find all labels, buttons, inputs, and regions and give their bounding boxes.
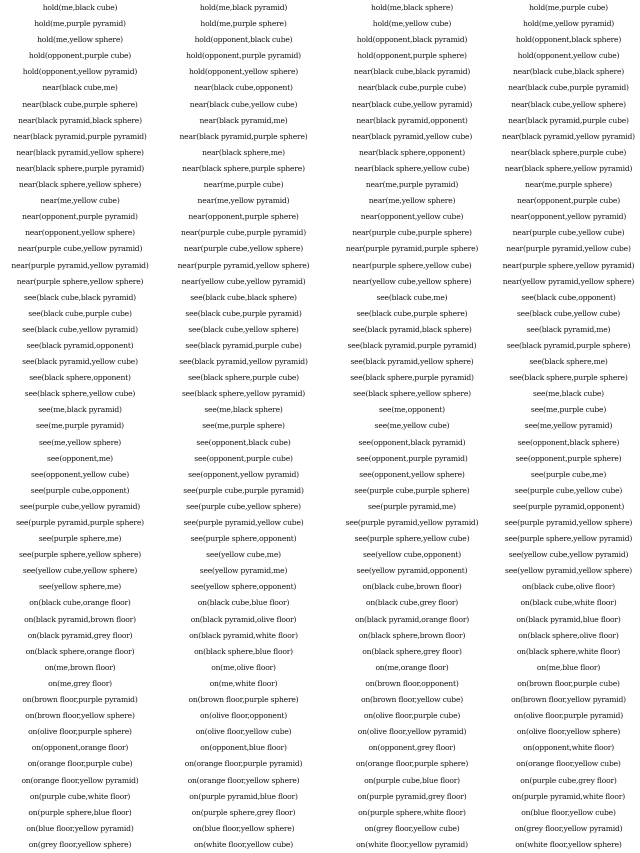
predicate-cell: see(black pyramid,black sphere) (352, 324, 472, 334)
predicate-cell: near(black cube,purple pyramid) (508, 83, 629, 93)
predicate-cell: see(black pyramid,yellow cube) (22, 357, 138, 367)
predicate-cell: on(me,orange floor) (375, 662, 449, 672)
predicate-cell: near(me,purple pyramid) (365, 180, 459, 190)
predicate-cell: near(yellow pyramid,yellow sphere) (502, 276, 635, 286)
predicate-cell: near(black cube,yellow pyramid) (351, 99, 473, 109)
predicate-cell: see(black cube,opponent) (521, 292, 616, 302)
predicate-cell: on(black cube,olive floor) (522, 582, 615, 592)
predicate-cell: on(black sphere,blue floor) (194, 646, 293, 656)
predicate-cell: see(purple pyramid,me) (368, 501, 456, 511)
predicate-cell: on(black cube,grey floor) (365, 598, 459, 608)
predicate-cell: on(opponent,white floor) (523, 743, 614, 753)
predicate-cell: hold(me,yellow pyramid) (522, 19, 615, 29)
predicate-cell: near(purple sphere,yellow pyramid) (502, 260, 635, 270)
predicate-cell: on(orange floor,purple sphere) (355, 759, 469, 769)
predicate-cell: on(black sphere,olive floor) (518, 630, 619, 640)
predicate-cell: near(me,purple sphere) (524, 180, 613, 190)
predicate-cell: near(yellow cube,yellow pyramid) (181, 276, 306, 286)
predicate-cell: near(black cube,black sphere) (512, 67, 625, 77)
predicate-cell: near(black sphere,purple pyramid) (15, 163, 144, 173)
predicate-cell: on(black pyramid,blue floor) (516, 614, 621, 624)
predicate-cell: near(black cube,opponent) (194, 83, 293, 93)
predicate-cell: on(purple pyramid,grey floor) (357, 791, 467, 801)
predicate-cell: on(white floor,yellow sphere) (515, 839, 622, 849)
predicate-cell: see(yellow cube,yellow pyramid) (508, 550, 629, 560)
predicate-cell: see(purple pyramid,yellow cube) (183, 518, 304, 527)
predicate-cell: near(black pyramid,yellow cube) (351, 131, 473, 141)
predicate-cell: hold(opponent,purple sphere) (357, 51, 467, 61)
predicate-cell: hold(opponent,purple pyramid) (186, 51, 301, 61)
predicate-cell: on(black pyramid,orange floor) (354, 614, 470, 624)
predicate-cell: see(black cube,purple cube) (28, 308, 132, 318)
predicate-cell: on(brown floor,yellow cube) (360, 695, 464, 705)
predicate-cell: on(orange floor,purple cube) (27, 759, 133, 769)
predicate-cell: see(yellow pyramid,me) (199, 566, 288, 576)
predicate-cell: on(blue floor,yellow sphere) (192, 823, 295, 833)
predicate-cell: on(me,white floor) (209, 678, 278, 688)
predicate-cell: on(purple pyramid,white floor) (512, 791, 625, 801)
predicate-cell: on(white floor,yellow pyramid) (356, 839, 468, 849)
predicate-cell: on(purple pyramid,blue floor) (189, 791, 298, 801)
predicate-cell: on(black sphere,grey floor) (362, 646, 462, 656)
predicate-cell: hold(me,black pyramid) (199, 3, 288, 12)
predicate-cell: on(white floor,yellow cube) (194, 839, 293, 849)
predicate-cell: near(black cube,purple cube) (358, 83, 466, 93)
predicate-cell: on(olive floor,purple pyramid) (514, 711, 623, 721)
predicate-cell: near(opponent,yellow cube) (360, 212, 464, 222)
predicate-cell: on(olive floor,purple sphere) (28, 727, 132, 737)
predicate-cell: hold(opponent,black sphere) (515, 35, 622, 45)
predicate-cell: on(me,blue floor) (536, 662, 601, 672)
predicate-cell: on(opponent,grey floor) (368, 743, 456, 753)
predicate-cell: see(opponent,yellow pyramid) (188, 469, 299, 479)
predicate-cell: on(purple cube,white floor) (29, 791, 131, 801)
predicate-cell: see(black pyramid,opponent) (26, 340, 134, 350)
predicate-cell: see(black cube,me) (376, 292, 448, 302)
predicate-cell: near(black cube,yellow sphere) (511, 99, 626, 109)
predicate-cell: on(black pyramid,grey floor) (27, 630, 133, 640)
predicate-cell: see(black pyramid,yellow sphere) (350, 357, 474, 367)
predicate-cell: on(purple cube,grey floor) (520, 775, 617, 785)
predicate-cell: near(purple cube,yellow sphere) (183, 244, 304, 254)
predicate-cell: near(opponent,yellow sphere) (25, 228, 135, 238)
predicate-cell: on(orange floor,yellow pyramid) (21, 775, 139, 785)
predicate-cell: on(grey floor,yellow cube) (364, 823, 460, 833)
predicate-cell: on(blue floor,yellow pyramid) (26, 823, 134, 833)
predicate-cell: on(brown floor,purple pyramid) (22, 695, 138, 705)
predicate-cell: near(black pyramid,black sphere) (18, 115, 142, 125)
predicate-cell: on(purple cube,blue floor) (364, 775, 460, 785)
predicate-cell: see(black sphere,purple cube) (188, 373, 299, 383)
predicate-cell: on(olive floor,purple cube) (363, 711, 461, 721)
predicate-cell: near(black pyramid,opponent) (356, 115, 468, 125)
predicate-cell: on(orange floor,yellow cube) (516, 759, 621, 769)
predicate-cell: near(purple pyramid,yellow sphere) (177, 260, 310, 270)
predicate-cell: on(black pyramid,olive floor) (190, 614, 297, 624)
predicate-cell: see(opponent,yellow sphere) (359, 469, 465, 479)
predicate-cell: near(me,yellow cube) (40, 196, 120, 206)
predicate-cell: near(purple pyramid,yellow pyramid) (11, 260, 149, 270)
predicate-cell: see(purple sphere,yellow sphere) (18, 550, 142, 560)
predicate-cell: near(purple cube,purple sphere) (352, 228, 472, 238)
predicate-cell: near(opponent,yellow pyramid) (510, 212, 627, 222)
predicate-cell: see(me,black cube) (533, 389, 604, 399)
predicate-cell: hold(me,purple sphere) (200, 19, 287, 29)
predicate-cell: see(black cube,purple sphere) (356, 308, 468, 318)
predicate-cell: see(opponent,purple sphere) (515, 453, 622, 463)
predicate-cell: see(yellow sphere,me) (38, 582, 122, 592)
predicate-cell: on(purple sphere,blue floor) (28, 807, 132, 817)
predicate-cell: hold(opponent,yellow cube) (517, 51, 620, 61)
predicate-cell: see(black pyramid,yellow pyramid) (179, 357, 308, 367)
predicate-cell: see(black sphere,yellow sphere) (353, 389, 471, 399)
predicate-cell: near(black sphere,purple cube) (510, 147, 627, 157)
predicate-cell: see(yellow pyramid,opponent) (356, 566, 468, 576)
predicate-cell: see(black sphere,yellow cube) (24, 389, 136, 399)
predicate-cell: near(purple pyramid,yellow cube) (506, 244, 631, 254)
predicate-cell: see(yellow cube,me) (206, 550, 281, 560)
predicate-cell: near(black pyramid,yellow sphere) (16, 147, 144, 157)
predicate-cell: see(opponent,purple pyramid) (356, 453, 468, 463)
predicate-cell: see(purple cube,yellow pyramid) (19, 501, 141, 511)
predicate-cell: on(olive floor,yellow cube) (195, 727, 292, 737)
predicate-cell: near(black cube,me) (42, 83, 118, 93)
predicate-cell: near(black sphere,opponent) (358, 147, 466, 157)
predicate-cell: see(black cube,yellow sphere) (188, 324, 299, 334)
predicate-cell: see(yellow cube,opponent) (362, 550, 462, 560)
predicate-cell: see(me,yellow cube) (374, 421, 450, 431)
predicate-cell: hold(opponent,black pyramid) (356, 35, 468, 45)
predicate-cell: near(opponent,purple pyramid) (22, 212, 138, 222)
predicate-cell: on(black cube,brown floor) (362, 582, 462, 592)
predicate-cell: see(opponent,black pyramid) (358, 437, 466, 447)
predicate-cell: hold(opponent,purple cube) (28, 51, 132, 61)
predicate-cell: on(orange floor,yellow sphere) (187, 775, 300, 785)
predicate-cell: near(purple cube,yellow cube) (512, 228, 625, 238)
predicate-cell: see(me,purple cube) (530, 405, 607, 415)
predicate-cell: hold(me,yellow cube) (372, 19, 452, 29)
predicate-cell: see(black cube,yellow cube) (516, 308, 621, 318)
predicate-cell: see(black cube,purple pyramid) (185, 308, 302, 318)
predicate-cell: see(purple cube,opponent) (30, 485, 130, 495)
predicate-cell: see(purple sphere,yellow pyramid) (504, 534, 633, 544)
predicate-cell: see(black sphere,yellow pyramid) (181, 389, 306, 399)
predicate-cell: on(grey floor,yellow pyramid) (514, 823, 623, 833)
predicate-cell: see(yellow pyramid,yellow sphere) (505, 566, 632, 576)
predicate-cell: see(black sphere,me) (529, 357, 608, 367)
predicate-cell: near(black sphere,yellow cube) (354, 163, 470, 173)
predicate-cell: on(black sphere,brown floor) (358, 630, 466, 640)
predicate-cell: hold(me,black cube) (42, 3, 118, 12)
predicate-cell: on(olive floor,yellow pyramid) (357, 727, 467, 737)
predicate-cell: on(black cube,blue floor) (197, 598, 290, 608)
predicate-cell: see(purple pyramid,purple sphere) (16, 518, 144, 527)
predicate-cell: near(me,yellow sphere) (368, 196, 456, 206)
predicate-cell: near(black cube,purple sphere) (22, 99, 138, 109)
predicate-cell: on(olive floor,yellow sphere) (516, 727, 621, 737)
predicate-cell: see(purple cube,yellow cube) (514, 485, 623, 495)
predicate-cell: see(opponent,me) (47, 453, 113, 463)
predicate-cell: near(opponent,purple cube) (517, 196, 620, 206)
predicate-cell: near(black cube,yellow cube) (189, 99, 298, 109)
predicate-cell: see(opponent,black sphere) (517, 437, 620, 447)
predicate-cell: see(purple sphere,yellow cube) (354, 534, 470, 544)
predicate-cell: see(me,black sphere) (204, 405, 283, 415)
predicate-cell: hold(me,purple pyramid) (34, 19, 126, 29)
predicate-cell: see(black cube,black pyramid) (24, 292, 136, 302)
predicate-cell: near(me,yellow pyramid) (197, 196, 290, 206)
predicate-cell: see(me,yellow pyramid) (524, 421, 613, 431)
predicate-cell: see(me,black pyramid) (38, 405, 122, 415)
predicate-cell: on(me,olive floor) (211, 662, 276, 672)
predicate-cell: hold(me,black sphere) (371, 3, 453, 12)
predicate-cell: near(opponent,purple sphere) (188, 212, 299, 222)
predicate-cell: near(me,purple cube) (203, 180, 284, 190)
predicate-cell: see(opponent,black cube) (196, 437, 291, 447)
predicate-cell: see(me,opponent) (379, 405, 445, 415)
predicate-cell: on(black pyramid,brown floor) (24, 614, 136, 624)
predicate-cell: on(me,brown floor) (44, 662, 116, 672)
predicate-cell: see(black cube,yellow pyramid) (22, 324, 138, 334)
predicate-cell: see(black cube,black sphere) (190, 292, 297, 302)
predicate-cell: near(black pyramid,purple pyramid) (13, 131, 147, 141)
predicate-cell: see(black pyramid,purple pyramid) (347, 340, 477, 350)
predicate-cell: see(me,yellow sphere) (38, 437, 122, 447)
predicate-cell: on(olive floor,opponent) (200, 711, 287, 721)
predicate-cell: hold(opponent,yellow pyramid) (22, 67, 138, 77)
predicate-cell: near(black pyramid,me) (199, 115, 288, 125)
predicate-cell: near(black pyramid,purple cube) (508, 115, 629, 125)
predicate-cell: on(brown floor,purple cube) (517, 678, 620, 688)
predicate-cell: near(black pyramid,purple sphere) (179, 131, 308, 141)
predicate-cell: hold(opponent,yellow sphere) (188, 67, 299, 77)
predicate-cell: see(black pyramid,purple cube) (185, 340, 302, 350)
predicate-cell: near(black sphere,yellow pyramid) (504, 163, 633, 173)
predicate-cell: on(black cube,white floor) (520, 598, 617, 608)
predicate-cell: near(black cube,black pyramid) (353, 67, 471, 77)
predicate-cell: near(purple cube,purple pyramid) (181, 228, 306, 238)
predicate-cell: near(black sphere,purple sphere) (182, 163, 305, 173)
predicate-cell: see(purple cube,purple sphere) (354, 485, 470, 495)
predicate-cell: on(brown floor,purple sphere) (188, 695, 299, 705)
predicate-cell: see(black sphere,opponent) (29, 373, 131, 383)
predicate-cell: see(purple cube,yellow sphere) (186, 501, 301, 511)
predicate-cell: see(purple sphere,me) (38, 534, 122, 544)
predicate-cell: near(black sphere,me) (202, 147, 285, 157)
predicate-cell: on(brown floor,yellow sphere) (25, 711, 135, 721)
predicate-cell: see(purple sphere,opponent) (190, 534, 297, 544)
predicate-cell: on(blue floor,yellow cube) (521, 807, 616, 817)
predicate-cell: on(grey floor,yellow sphere) (28, 839, 132, 849)
predicate-cell: on(black cube,orange floor) (29, 598, 131, 608)
predicate-cell: near(black sphere,yellow sphere) (18, 180, 142, 190)
predicate-cell: hold(me,yellow sphere) (37, 35, 123, 45)
predicate-cell: see(me,purple sphere) (202, 421, 285, 431)
predicate-cell: near(purple sphere,yellow sphere) (16, 276, 144, 286)
predicate-cell: on(purple sphere,grey floor) (191, 807, 296, 817)
predicate-cell: near(purple sphere,yellow cube) (352, 260, 472, 270)
predicate-cell: see(black pyramid,me) (526, 324, 611, 334)
predicate-cell: see(black sphere,purple pyramid) (350, 373, 474, 383)
predicate-cell: on(me,grey floor) (48, 678, 112, 688)
predicate-cell: see(purple pyramid,opponent) (512, 501, 625, 511)
predicate-cell: see(purple cube,me) (530, 469, 607, 479)
predicate-cell: see(purple pyramid,yellow pyramid) (345, 518, 479, 527)
predicate-cell: near(purple cube,yellow pyramid) (17, 244, 143, 254)
predicate-cell: see(purple cube,purple pyramid) (183, 485, 304, 495)
predicate-cell: near(purple pyramid,purple sphere) (345, 244, 479, 254)
predicate-cell: see(opponent,yellow cube) (30, 469, 130, 479)
predicate-cell: on(brown floor,opponent) (365, 678, 459, 688)
predicate-cell: on(black sphere,white floor) (516, 646, 621, 656)
predicate-cell: on(opponent,orange floor) (31, 743, 129, 753)
predicate-cell: on(purple sphere,white floor) (358, 807, 466, 817)
predicate-cell: hold(me,purple cube) (529, 3, 608, 12)
predicate-cell: see(opponent,purple cube) (194, 453, 293, 463)
predicate-cell: see(purple pyramid,yellow sphere) (504, 518, 633, 527)
predicate-cell: on(black sphere,orange floor) (25, 646, 135, 656)
predicate-cell: hold(opponent,black cube) (194, 35, 293, 45)
predicate-cell: see(yellow sphere,opponent) (190, 582, 297, 592)
predicate-cell: on(black pyramid,white floor) (189, 630, 298, 640)
predicate-cell: near(yellow cube,yellow sphere) (352, 276, 472, 286)
predicate-cell: see(black pyramid,purple sphere) (506, 340, 631, 350)
predicate-cell: on(opponent,blue floor) (200, 743, 287, 753)
predicate-cell: see(me,purple pyramid) (36, 421, 124, 431)
predicate-cell: near(black pyramid,yellow pyramid) (502, 131, 635, 141)
predicate-cell: see(black sphere,purple sphere) (509, 373, 628, 383)
predicate-cell: on(orange floor,purple pyramid) (184, 759, 303, 769)
predicate-cell: on(brown floor,yellow pyramid) (511, 695, 626, 705)
predicate-cell: see(yellow cube,yellow sphere) (22, 566, 138, 576)
